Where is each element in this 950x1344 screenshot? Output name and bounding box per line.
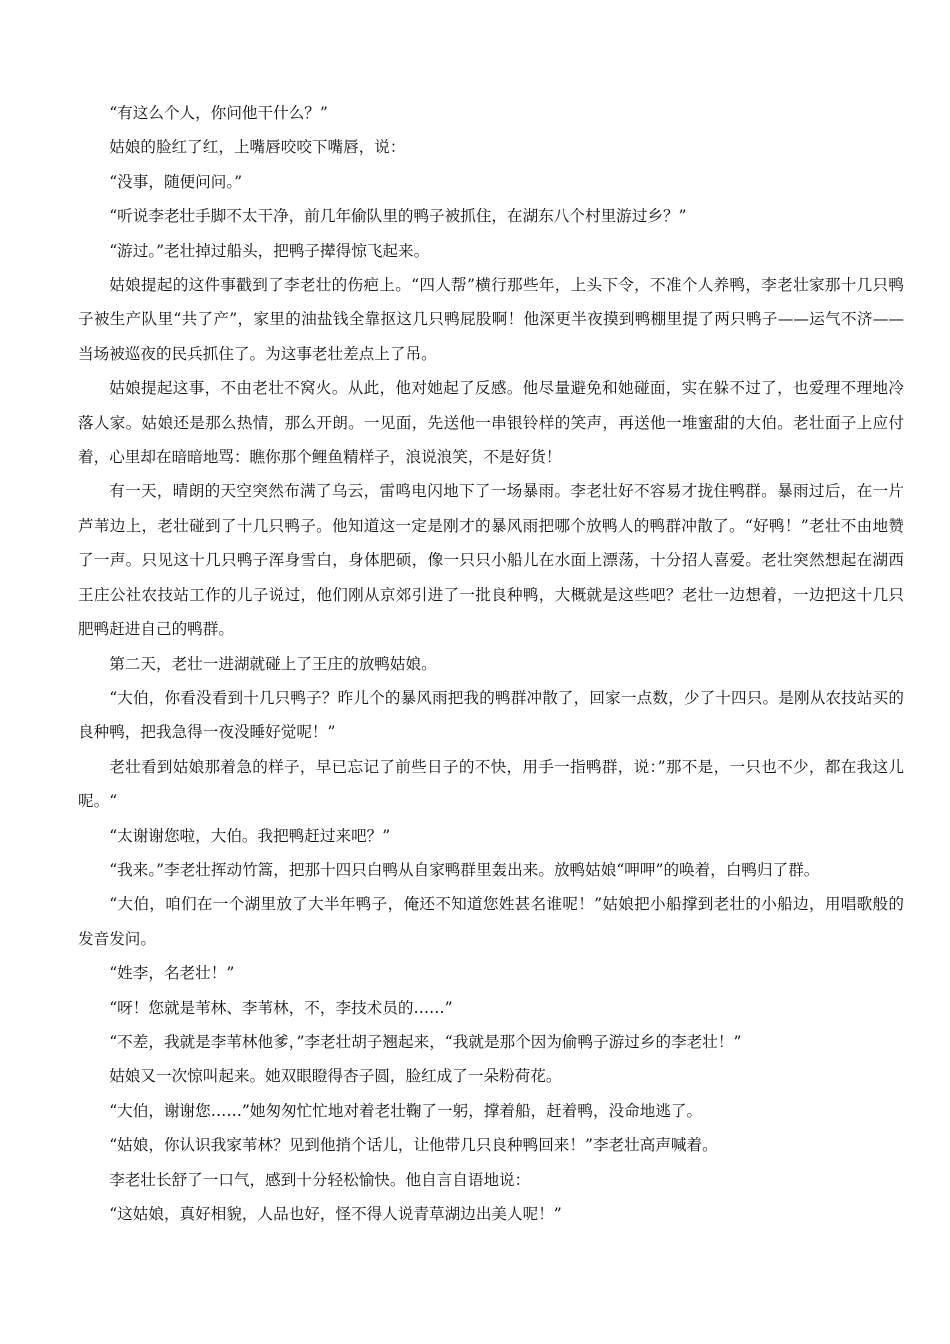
paragraph-2: 姑娘的脸红了红，上嘴唇咬咬下嘴唇，说： xyxy=(109,138,406,157)
paragraph-1: “有这么个人，你问他干什么？” xyxy=(109,104,328,122)
story-text xyxy=(78,96,904,1231)
paragraph-9: 第二天，老壮一进湖就碰上了王庄的放鸭姑娘。 xyxy=(109,654,437,673)
paragraph-22: “这姑娘，真好相貌，人品也好，怪不得人说青草湖边出美人呢！” xyxy=(109,1205,562,1223)
paragraph-7: 姑娘提起这事，不由老壮不窝火。从此，他对她起了反感。他尽量避免和她碰面，实在躲不过了，也爱理不理地冷落人家。姑娘还是那么热情，那么开朗。一见面，先送他一串银铃样的笑声，再送他一堆蜜甜的大伯。老壮面子上应付着，心里却在暗暗地骂：瞧你那个鲤鱼精样子，浪说浪笑，不是好货！ xyxy=(78,379,904,467)
paragraph-20: “姑娘，你认识我家苇林？见到他捎个话儿，让他带几只良种鸭回来！”李老壮高声喊着。 xyxy=(109,1136,718,1155)
paragraph-16: “呀！您就是苇林、李苇林，不，李技术员的……” xyxy=(109,998,453,1017)
paragraph-12: “太谢谢您啦，大伯。我把鸭赶过来吧？” xyxy=(109,826,391,845)
paragraph-15: “姓李，名老壮！” xyxy=(109,964,235,983)
paragraph-8: 有一天，晴朗的天空突然布满了乌云，雷鸣电闪地下了一场暴雨。李老壮好不容易才拢住鸭群。暴雨过后，在一片芦苇边上，老壮碰到了十几只鸭子。他知道这一定是刚才的暴风雨把哪个放鸭人的鸭群冲散了。“好鸭！”老壮不由地赞了一声。只见这十几只鸭子浑身雪白，身体肥硕，像一只只小船儿在水面上漂荡，十分招人喜爱。老壮突然想起在湖西王庄公社农技站工作的儿子说过，他们刚从京郊引进了一批良种鸭，大概就是这些吧？老壮一边想着，一边把这十几只肥鸭赶进自己的鸭群。 xyxy=(78,482,904,639)
paragraph-21: 李老壮长舒了一口气，感到十分轻松愉快。他自言自语地说： xyxy=(109,1170,531,1189)
paragraph-10: “大伯，你看没看到十几只鸭子？昨儿个的暴风雨把我的鸭群冲散了，回家一点数，少了十四只。是刚从农技站买的良种鸭，把我急得一夜没睡好觉呢！” xyxy=(78,688,904,742)
paragraph-5: “游过。”老壮掉过船头，把鸭子撵得惊飞起来。 xyxy=(109,241,430,260)
paragraph-3: “没事，随便问问。” xyxy=(109,172,243,191)
paragraph-14: “大伯，咱们在一个湖里放了大半年鸭子，俺还不知道您姓甚名谁呢！”姑娘把小船撑到老壮的小船边，用唱歌般的发音发问。 xyxy=(78,895,904,948)
paragraph-6: 姑娘提起的这件事戳到了李老壮的伤疤上。“四人帮”横行那些年，上头下令，不准个人养鸭，李老壮家那十几只鸭子被生产队里“共了产”，家里的油盐钱全靠抠这几只鸭屁股啊！他深更半夜摸到鸭棚里提了两只鸭子——运气不济——当场被巡夜的民兵抓住了。为这事老壮差点上了吊。 xyxy=(78,276,904,363)
paragraph-13: “我来。”李老壮挥动竹篙，把那十四只白鸭从自家鸭群里轰出来。放鸭姑娘“呷呷”的唤着，白鸭归了群。 xyxy=(109,860,820,879)
paragraph-4: “听说李老壮手脚不太干净，前几年偷队里的鸭子被抓住，在湖东八个村里游过乡？” xyxy=(109,207,687,226)
paragraph-18: 姑娘又一次惊叫起来。她双眼瞪得杏子圆，脸红成了一朵粉荷花。 xyxy=(109,1067,562,1086)
paragraph-19: “大伯，谢谢您……”她匆匆忙忙地对着老壮鞠了一躬，撑着船，赶着鸭，没命地逃了。 xyxy=(109,1101,703,1120)
paragraph-11: 老壮看到姑娘那着急的样子，早已忘记了前些日子的不快，用手一指鸭群，说：”那不是，一只也不少，都在我这儿呢。“ xyxy=(78,757,904,811)
paragraph-17: “不差，我就是李苇林他爹，”李老壮胡子翘起来，“我就是那个因为偷鸭子游过乡的李老壮！” xyxy=(109,1032,742,1051)
